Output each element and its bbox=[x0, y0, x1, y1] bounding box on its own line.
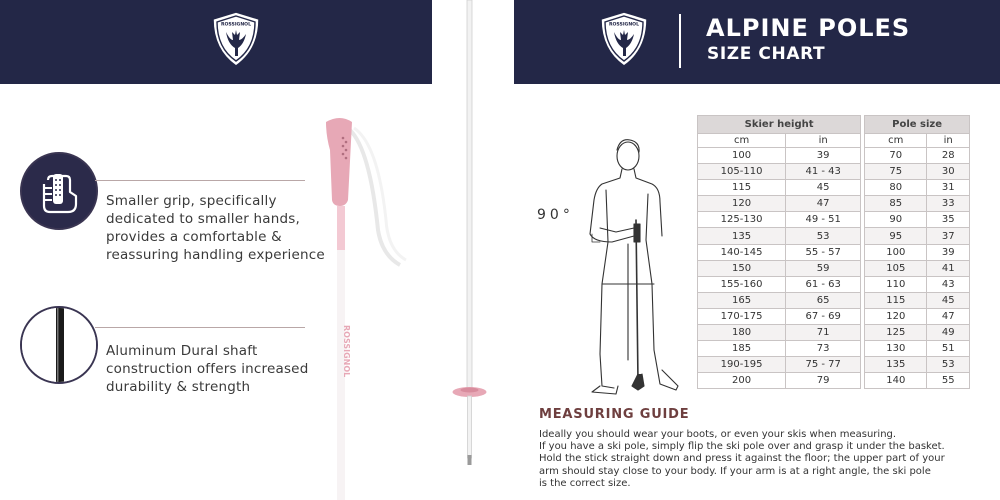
table-cell: 90 bbox=[865, 212, 927, 228]
table-cell: 28 bbox=[927, 148, 970, 164]
shaft-icon bbox=[20, 306, 98, 384]
table-cell: 105-110 bbox=[698, 164, 786, 180]
pole-size-header: Pole size bbox=[865, 116, 970, 134]
table-cell: 30 bbox=[927, 164, 970, 180]
table-cell: 135 bbox=[865, 357, 927, 373]
table-cell: 110 bbox=[865, 276, 927, 292]
table-cell: 65 bbox=[786, 292, 861, 308]
table-row bbox=[698, 357, 970, 373]
table-cell: 59 bbox=[786, 260, 861, 276]
table-cell: 70 bbox=[865, 148, 927, 164]
table-cell: 155-160 bbox=[698, 276, 786, 292]
table-cell: 53 bbox=[927, 357, 970, 373]
table-row bbox=[698, 212, 970, 228]
table-cell: 95 bbox=[865, 228, 927, 244]
table-cell: 165 bbox=[698, 292, 786, 308]
table-cell: 53 bbox=[786, 228, 861, 244]
table-cell: 45 bbox=[786, 180, 861, 196]
page-title: ALPINE POLES bbox=[706, 14, 911, 42]
rossignol-logo bbox=[598, 10, 650, 68]
table-cell: 71 bbox=[786, 325, 861, 341]
table-cell: 41 - 43 bbox=[786, 164, 861, 180]
table-cell: 43 bbox=[927, 276, 970, 292]
table-cell: 80 bbox=[865, 180, 927, 196]
hand-grip-icon bbox=[20, 152, 98, 230]
table-cell: 140 bbox=[865, 373, 927, 389]
measuring-person-illustration bbox=[572, 124, 702, 398]
pink-ski-pole-image bbox=[300, 110, 420, 500]
table-cell: 140-145 bbox=[698, 244, 786, 260]
unit-header: cm bbox=[865, 134, 927, 148]
table-row bbox=[698, 148, 970, 164]
table-cell: 47 bbox=[786, 196, 861, 212]
table-cell: 33 bbox=[927, 196, 970, 212]
table-cell: 73 bbox=[786, 341, 861, 357]
table-cell: 39 bbox=[786, 148, 861, 164]
table-cell: 100 bbox=[698, 148, 786, 164]
table-row bbox=[698, 244, 970, 260]
skier-height-header: Skier height bbox=[698, 116, 861, 134]
size-table-body bbox=[698, 148, 970, 389]
table-cell: 37 bbox=[927, 228, 970, 244]
svg-text:ROSSIGNOL: ROSSIGNOL bbox=[608, 22, 640, 28]
table-cell: 75 - 77 bbox=[786, 357, 861, 373]
header-divider bbox=[679, 14, 681, 68]
table-cell: 115 bbox=[698, 180, 786, 196]
table-row bbox=[698, 341, 970, 357]
table-row bbox=[698, 164, 970, 180]
right-header-bar bbox=[514, 0, 1000, 84]
table-row bbox=[698, 308, 970, 324]
table-cell: 49 - 51 bbox=[786, 212, 861, 228]
table-cell: 85 bbox=[865, 196, 927, 212]
table-cell: 79 bbox=[786, 373, 861, 389]
table-row bbox=[698, 260, 970, 276]
table-cell: 120 bbox=[865, 308, 927, 324]
table-cell: 130 bbox=[865, 341, 927, 357]
table-cell: 190-195 bbox=[698, 357, 786, 373]
table-row bbox=[698, 292, 970, 308]
features-panel bbox=[0, 0, 432, 500]
feature-shaft-text: Aluminum Dural shaft construction offers increased durability & strength bbox=[106, 343, 309, 395]
table-cell: 100 bbox=[865, 244, 927, 260]
table-row bbox=[698, 373, 970, 389]
measuring-guide-text: Ideally you should wear your boots, or even your skis when measuring. If you have a ski pole, simply flip the ski pole over and grasp it under the basket. Hold the stick straight down and press it against the floor; the upper part of your arm should stay close to your body. If your arm is at a right angle, the ski pole is the correct size. bbox=[539, 429, 945, 489]
table-cell: 120 bbox=[698, 196, 786, 212]
unit-header: in bbox=[927, 134, 970, 148]
table-cell: 200 bbox=[698, 373, 786, 389]
table-cell: 55 - 57 bbox=[786, 244, 861, 260]
table-cell: 39 bbox=[927, 244, 970, 260]
table-cell: 67 - 69 bbox=[786, 308, 861, 324]
size-chart-table bbox=[697, 115, 970, 389]
svg-text:ROSSIGNOL: ROSSIGNOL bbox=[220, 22, 252, 28]
rossignol-logo bbox=[210, 10, 262, 68]
unit-header: in bbox=[786, 134, 861, 148]
table-cell: 125 bbox=[865, 325, 927, 341]
table-row bbox=[698, 180, 970, 196]
table-cell: 135 bbox=[698, 228, 786, 244]
size-chart-panel bbox=[514, 0, 1000, 500]
table-cell: 61 - 63 bbox=[786, 276, 861, 292]
table-cell: 105 bbox=[865, 260, 927, 276]
table-cell: 35 bbox=[927, 212, 970, 228]
angle-label: 90° bbox=[537, 207, 574, 223]
table-row bbox=[698, 196, 970, 212]
table-cell: 150 bbox=[698, 260, 786, 276]
table-cell: 115 bbox=[865, 292, 927, 308]
feature-divider bbox=[95, 180, 305, 181]
table-cell: 51 bbox=[927, 341, 970, 357]
table-cell: 55 bbox=[927, 373, 970, 389]
measuring-guide-title: MEASURING GUIDE bbox=[539, 407, 690, 422]
left-header-bar bbox=[0, 0, 432, 84]
table-cell: 31 bbox=[927, 180, 970, 196]
unit-header: cm bbox=[698, 134, 786, 148]
feature-grip-text: Smaller grip, specifically dedicated to smaller hands, provides a comfortable & reassuring handling experience bbox=[106, 193, 325, 263]
table-cell: 170-175 bbox=[698, 308, 786, 324]
table-cell: 185 bbox=[698, 341, 786, 357]
table-row bbox=[698, 228, 970, 244]
table-cell: 49 bbox=[927, 325, 970, 341]
table-cell: 75 bbox=[865, 164, 927, 180]
table-row bbox=[698, 276, 970, 292]
svg-text:ROSSIGNOL: ROSSIGNOL bbox=[342, 325, 351, 378]
table-cell: 41 bbox=[927, 260, 970, 276]
white-ski-pole-image bbox=[432, 0, 514, 500]
table-row bbox=[698, 325, 970, 341]
table-cell: 45 bbox=[927, 292, 970, 308]
page-subtitle: SIZE CHART bbox=[707, 44, 826, 64]
feature-divider bbox=[95, 327, 305, 328]
table-cell: 180 bbox=[698, 325, 786, 341]
table-cell: 47 bbox=[927, 308, 970, 324]
table-cell: 125-130 bbox=[698, 212, 786, 228]
